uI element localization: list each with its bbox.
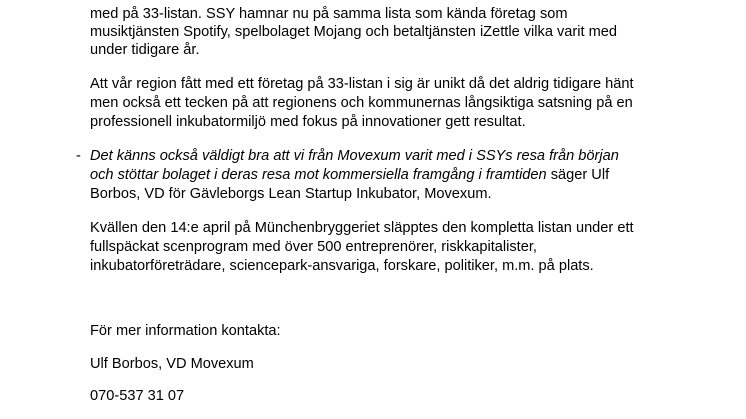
- contact-heading: För mer information kontakta:: [90, 323, 281, 339]
- text-line: inkubatorföreträdare, sciencepark-ansvariga, forskare, politiker, m.m. på plats.: [90, 258, 594, 274]
- text-line: fullspäckat scenprogram med över 500 entreprenörer, riskkapitalister,: [90, 239, 537, 255]
- text-line: men också ett tecken på att regionens och kommunernas långsiktiga satsning på en: [90, 95, 633, 111]
- text-line: professionell inkubatormiljö med fokus på innovationer gett resultat.: [90, 114, 526, 130]
- quote-attribution: säger Ulf: [546, 167, 610, 183]
- contact-phone: 070-537 31 07: [90, 388, 185, 404]
- text-line: musiktjänsten Spotify, spelbolaget Mojang och betaltjänsten iZettle vilka varit med: [90, 24, 617, 40]
- text-line: Att vår region fått med ett företag på 33-listan i sig är unikt då det aldrig tidigare hänt: [90, 76, 634, 92]
- text-line: under tidigare år.: [90, 42, 200, 58]
- contact-name: Ulf Borbos, VD Movexum: [90, 356, 254, 372]
- text-line: Kvällen den 14:e april på Münchenbryggeriet släpptes den kompletta listan under ett: [90, 220, 634, 236]
- quote-line-mixed: [90, 166, 609, 184]
- quote-attribution: Borbos, VD för Gävleborgs Lean Startup Inkubator, Movexum.: [90, 186, 492, 202]
- quote-line-italic: och stöttar bolaget i deras resa mot kommersiella framgång i framtiden: [90, 167, 547, 183]
- quote-dash: -: [76, 148, 81, 164]
- text-line: med på 33-listan. SSY hamnar nu på samma lista som kända företag som: [90, 6, 568, 22]
- quote-line-italic: Det känns också väldigt bra att vi från Movexum varit med i SSYs resa från början: [90, 148, 619, 164]
